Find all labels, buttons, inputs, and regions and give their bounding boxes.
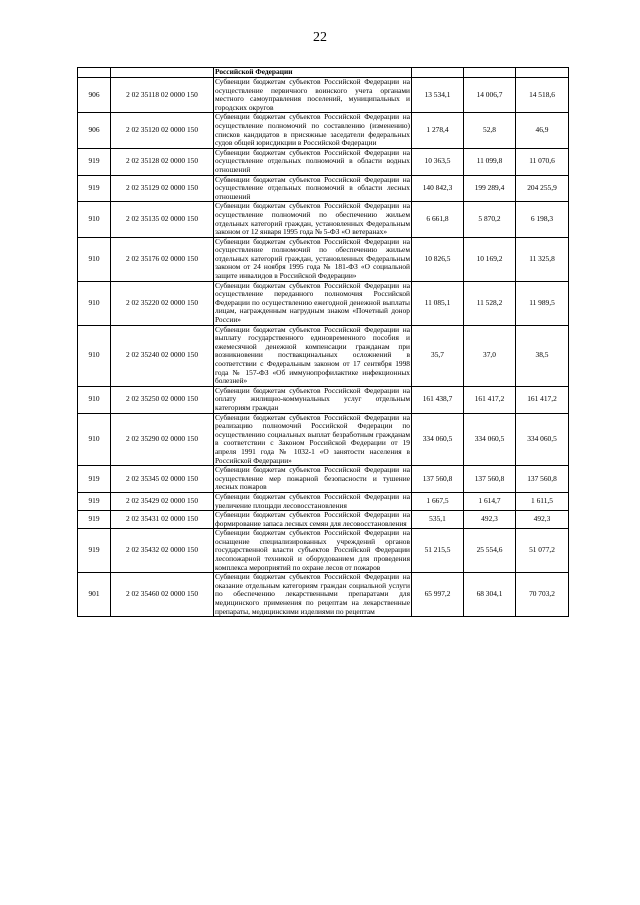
admin-code-cell: 906 — [78, 113, 111, 148]
value-year1-cell: 137 560,8 — [412, 466, 464, 493]
budget-code-cell: 2 02 35345 02 0000 150 — [111, 466, 214, 493]
budget-code-cell: 2 02 35460 02 0000 150 — [111, 573, 214, 617]
table-row — [78, 113, 569, 148]
value-year2-cell — [464, 68, 516, 78]
admin-code-cell: 906 — [78, 78, 111, 113]
table-row — [78, 511, 569, 529]
table-row — [78, 573, 569, 617]
revenue-name-cell: Субвенции бюджетам субъектов Российской Федерации на осуществление отдельных полномочий в области лесных отношений — [215, 174, 410, 201]
value-year1-cell: 10 826,5 — [412, 237, 464, 281]
admin-code-cell: 919 — [78, 466, 111, 493]
revenue-name-cell: Субвенции бюджетам субъектов Российской Федерации на осуществление мер пожарной безопасности и тушение лесных пожаров — [215, 465, 410, 492]
admin-code-cell: 910 — [78, 325, 111, 386]
value-year2-cell: 14 006,7 — [464, 78, 516, 113]
value-year1-cell: 10 363,5 — [412, 148, 464, 175]
value-year3-cell: 14 518,6 — [516, 78, 569, 113]
value-year2-cell: 199 289,4 — [464, 175, 516, 202]
value-year2-cell: 492,3 — [464, 511, 516, 529]
admin-code-cell: 919 — [78, 529, 111, 573]
revenue-name-cell: Субвенции бюджетам субъектов Российской Федерации на оказание отдельным категориям граждан социальной услуги по обеспечению лекарственными препаратами для медицинского применения по рецептам на лекарственные препараты, медицинскими изделиями по рецептам — [215, 572, 410, 616]
table-row — [78, 386, 569, 413]
table-row — [78, 413, 569, 466]
budget-code-cell: 2 02 35176 02 0000 150 — [111, 237, 214, 281]
value-year2-cell: 11 099,8 — [464, 148, 516, 175]
budget-code-cell: 2 02 35432 02 0000 150 — [111, 529, 214, 573]
admin-code-cell: 919 — [78, 148, 111, 175]
value-year3-cell: 46,9 — [516, 113, 569, 148]
value-year3-cell: 161 417,2 — [516, 386, 569, 413]
value-year3-cell: 11 989,5 — [516, 281, 569, 325]
value-year2-cell: 25 554,6 — [464, 529, 516, 573]
table-row — [78, 175, 569, 202]
table-row — [78, 529, 569, 573]
value-year1-cell: 11 085,1 — [412, 281, 464, 325]
revenue-name-cell: Субвенции бюджетам субъектов Российской Федерации на осуществление переданного полномочия Российской Федерации по осуществлению ежегодной денежной выплаты лицам, награжденным нагрудным знаком «Почетный донор России» — [215, 280, 410, 325]
page-number: 22 — [313, 30, 327, 45]
revenue-name-cell: Субвенции бюджетам субъектов Российской Федерации на оснащение специализированных учреждений органов государственной власти субъектов Российской Федерации лесопожарной техникой и оборудованием для проведения комплекса мероприятий по охране лесов от пожаров — [215, 528, 410, 572]
value-year1-cell: 334 060,5 — [412, 413, 464, 466]
table-row — [78, 325, 569, 386]
budget-code-cell: 2 02 35250 02 0000 150 — [111, 386, 214, 413]
value-year1-cell: 35,7 — [412, 325, 464, 386]
value-year2-cell: 334 060,5 — [464, 413, 516, 466]
admin-code-cell: 919 — [78, 511, 111, 529]
value-year1-cell: 1 278,4 — [412, 113, 464, 148]
value-year3-cell — [516, 68, 569, 78]
value-year1-cell: 65 997,2 — [412, 573, 464, 617]
value-year2-cell: 1 614,7 — [464, 492, 516, 510]
revenue-name-cell: Российской Федерации — [214, 68, 412, 78]
value-year2-cell: 137 560,8 — [464, 466, 516, 493]
budget-code-cell: 2 02 35129 02 0000 150 — [111, 175, 214, 202]
value-year1-cell: 51 215,5 — [412, 529, 464, 573]
table-row — [78, 492, 569, 510]
admin-code-cell: 910 — [78, 413, 111, 466]
revenue-name-cell: Субвенции бюджетам субъектов Российской Федерации на осуществление первичного воинского учета органами местного самоуправления поселений, муниципальных и городских округов — [215, 77, 410, 112]
table-row — [78, 466, 569, 493]
value-year2-cell: 161 417,2 — [464, 386, 516, 413]
value-year1-cell — [412, 68, 464, 78]
value-year1-cell: 535,1 — [412, 511, 464, 529]
admin-code-cell: 901 — [78, 573, 111, 617]
revenue-name-cell: Субвенции бюджетам субъектов Российской Федерации на выплату государственного единовременного пособия и ежемесячной денежной компенсации гражданам при возникновении поствакцинальных осложнений в соответствии с Федеральным законом от 17 сентября 1998 года № 157-ФЗ «Об иммунопрофилактике инфекционных болезней» — [215, 324, 410, 386]
revenue-name-cell: Субвенции бюджетам субъектов Российской Федерации на реализацию полномочий Российской Федерации по осуществлению социальных выплат безработным гражданам в соответствии с Законом Российской Федерации от 19 апреля 1991 года № 1032-1 «О занятости населения в Российской Федерации» — [215, 412, 410, 465]
budget-table-body — [78, 68, 569, 617]
revenue-name-cell: Субвенции бюджетам субъектов Российской Федерации на осуществление полномочий по обеспечению жильем отдельных категорий граждан, установленных Федеральным законом от 24 ноября 1995 года № 181-ФЗ «О социальной защите инвалидов в Российской Федерации» — [215, 236, 410, 281]
budget-code-cell — [111, 68, 214, 78]
value-year2-cell: 52,8 — [464, 113, 516, 148]
table-row — [78, 148, 569, 175]
value-year3-cell: 492,3 — [516, 511, 569, 529]
admin-code-cell: 919 — [78, 175, 111, 202]
budget-code-cell: 2 02 35128 02 0000 150 — [111, 148, 214, 175]
admin-code-cell: 910 — [78, 237, 111, 281]
admin-code-cell: 910 — [78, 202, 111, 237]
budget-code-cell: 2 02 35240 02 0000 150 — [111, 325, 214, 386]
revenue-name-cell: Субвенции бюджетам субъектов Российской Федерации на осуществление отдельных полномочий в области водных отношений — [215, 147, 410, 174]
budget-code-cell: 2 02 35429 02 0000 150 — [111, 492, 214, 510]
value-year1-cell: 1 667,5 — [412, 492, 464, 510]
table-row — [78, 237, 569, 281]
value-year1-cell: 13 534,1 — [412, 78, 464, 113]
budget-table — [77, 67, 569, 617]
revenue-name-cell: Субвенции бюджетам субъектов Российской Федерации на осуществление полномочий по составлению (изменению) списков кандидатов в присяжные заседатели федеральных судов общей юрисдикции в Российской Федерации — [215, 112, 410, 148]
revenue-name-cell: Субвенции бюджетам субъектов Российской Федерации на увеличение площади лесовосстановления — [215, 491, 410, 510]
budget-code-cell: 2 02 35220 02 0000 150 — [111, 281, 214, 325]
value-year3-cell: 6 198,3 — [516, 202, 569, 237]
revenue-name-cell: Субвенции бюджетам субъектов Российской Федерации на осуществление полномочий по обеспечению жильем отдельных категорий граждан, установленных Федеральным законом от 12 января 1995 года № 5-ФЗ «О ветеранах» — [215, 201, 410, 237]
value-year2-cell: 11 528,2 — [464, 281, 516, 325]
value-year2-cell: 37,0 — [464, 325, 516, 386]
revenue-name-cell: Субвенции бюджетам субъектов Российской Федерации на оплату жилищно-коммунальных услуг отдельным категориям граждан — [215, 385, 410, 412]
budget-code-cell: 2 02 35431 02 0000 150 — [111, 511, 214, 529]
revenue-name-cell: Субвенции бюджетам субъектов Российской Федерации на формирование запаса лесных семян для лесовосстановления — [215, 510, 410, 528]
budget-code-cell: 2 02 35135 02 0000 150 — [111, 202, 214, 237]
budget-code-cell: 2 02 35118 02 0000 150 — [111, 78, 214, 113]
table-row — [78, 202, 569, 237]
table-row — [78, 281, 569, 325]
value-year3-cell: 11 070,6 — [516, 148, 569, 175]
value-year1-cell: 140 842,3 — [412, 175, 464, 202]
admin-code-cell: 919 — [78, 492, 111, 510]
value-year3-cell: 1 611,5 — [516, 492, 569, 510]
value-year2-cell: 5 870,2 — [464, 202, 516, 237]
admin-code-cell: 910 — [78, 281, 111, 325]
value-year2-cell: 68 304,1 — [464, 573, 516, 617]
value-year3-cell: 11 325,8 — [516, 237, 569, 281]
budget-code-cell: 2 02 35290 02 0000 150 — [111, 413, 214, 466]
value-year3-cell: 70 703,2 — [516, 573, 569, 617]
value-year3-cell: 51 077,2 — [516, 529, 569, 573]
admin-code-cell — [78, 68, 111, 78]
continuation-row — [78, 68, 569, 78]
value-year3-cell: 137 560,8 — [516, 466, 569, 493]
value-year3-cell: 38,5 — [516, 325, 569, 386]
value-year1-cell: 6 661,8 — [412, 202, 464, 237]
value-year1-cell: 161 438,7 — [412, 386, 464, 413]
value-year3-cell: 204 255,9 — [516, 175, 569, 202]
value-year2-cell: 10 169,2 — [464, 237, 516, 281]
budget-code-cell: 2 02 35120 02 0000 150 — [111, 113, 214, 148]
admin-code-cell: 910 — [78, 386, 111, 413]
value-year3-cell: 334 060,5 — [516, 413, 569, 466]
table-row — [78, 78, 569, 113]
